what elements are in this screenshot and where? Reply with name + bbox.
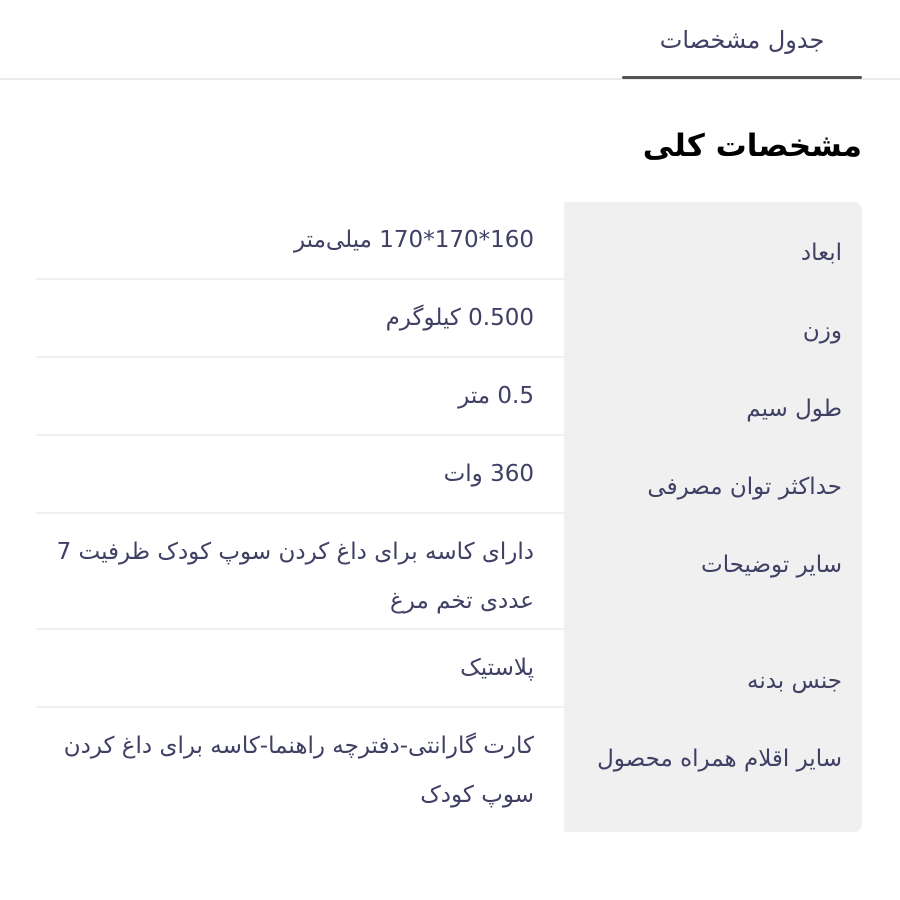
spec-key: ابعاد xyxy=(564,202,862,280)
spec-key: جنس بدنه xyxy=(564,630,862,708)
spec-value: 360 وات xyxy=(36,436,564,514)
spec-key: سایر توضیحات xyxy=(564,514,862,630)
section-title: مشخصات کلی xyxy=(642,128,862,164)
spec-row xyxy=(36,436,862,514)
spec-row xyxy=(36,708,862,832)
spec-value: 160*170*170 میلی‌متر xyxy=(36,202,564,280)
spec-row xyxy=(36,630,862,708)
spec-value: 0.5 متر xyxy=(36,358,564,436)
tab-specifications[interactable] xyxy=(622,0,862,80)
spec-key: طول سیم xyxy=(564,358,862,436)
tab-bar xyxy=(0,0,900,80)
spec-row xyxy=(36,280,862,358)
spec-key: وزن xyxy=(564,280,862,358)
spec-key: سایر اقلام همراه محصول xyxy=(564,708,862,832)
spec-row xyxy=(36,358,862,436)
spec-key: حداکثر توان مصرفی xyxy=(564,436,862,514)
spec-value: کارت گارانتی-دفترچه راهنما-کاسه برای داغ کردن سوپ کودک xyxy=(63,733,534,808)
tab-label: جدول مشخصات xyxy=(659,26,825,54)
spec-table xyxy=(36,202,862,832)
spec-value: پلاستیک xyxy=(36,630,564,708)
active-tab-indicator xyxy=(622,76,862,79)
spec-row xyxy=(36,514,862,630)
spec-value: دارای کاسه برای داغ کردن سوپ کودک ظرفیت 7 عددی تخم مرغ xyxy=(36,514,564,630)
spec-value: 0.500 کیلوگرم xyxy=(36,280,564,358)
spec-row xyxy=(36,202,862,280)
